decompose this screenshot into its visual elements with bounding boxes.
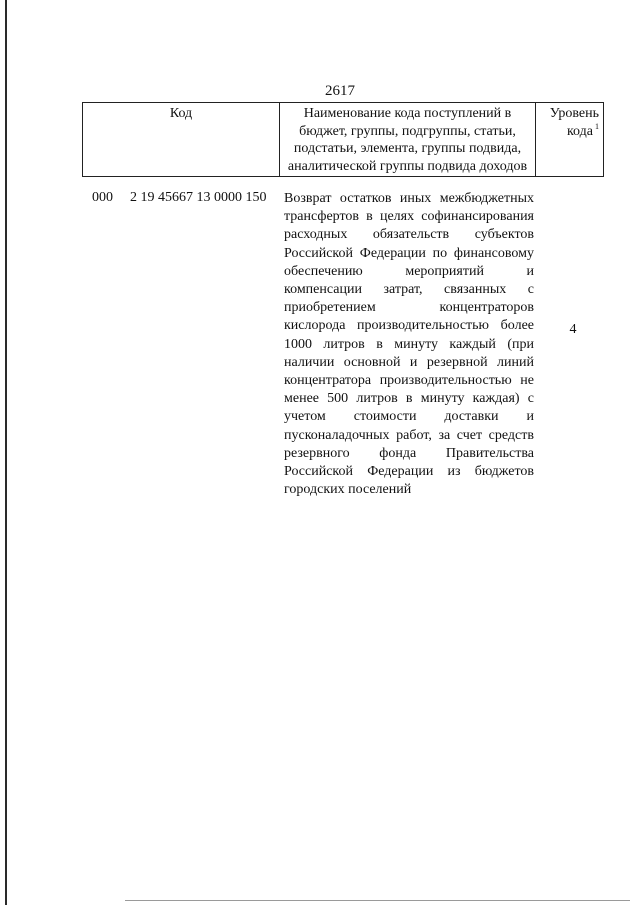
header-table	[82, 102, 604, 177]
budget-classification-code: 2 19 45667 13 0000 150	[130, 190, 267, 205]
header-name-line: подстатьи, элемента, группы подвида,	[293, 141, 522, 156]
code-level: 4	[569, 322, 577, 337]
header-code-cell	[83, 103, 280, 177]
header-name-line: Наименование кода поступлений в	[303, 106, 512, 121]
revenue-code-name: Возврат остатков иных межбюджетных трансфертов в целях софинансирования расходных обязательств субъектов Российской Федерации по финансовому обеспечению мероприятий и компенсации затрат, связанных с приобретением концентраторов кислорода производительностью более 1000 литров в минуту каждый (при наличии основной и резервной линий концентратора производительностью не менее 500 литров в минуту каждая) с учетом стоимости доставки и пусконаладочных работ, за счет средств резервного фонда Правительства Российской Федерации из бюджетов городских поселений	[284, 191, 534, 498]
page-bottom-edge	[125, 900, 630, 901]
header-level-line1: Уровень	[549, 106, 599, 121]
footnote-marker: 1	[595, 121, 599, 131]
page-number: 2617	[325, 83, 355, 99]
header-level-cell	[536, 103, 604, 177]
header-name-line: бюджет, группы, подгруппы, статьи,	[299, 123, 516, 139]
page-left-edge	[5, 0, 7, 905]
header-name-line: аналитической группы подвида доходов	[287, 158, 528, 174]
header-level-label: кода	[566, 123, 593, 139]
header-code-label: Код	[169, 106, 193, 121]
admin-code: 000	[92, 190, 113, 205]
header-name-cell	[280, 103, 536, 177]
header-level-line2	[538, 123, 599, 141]
